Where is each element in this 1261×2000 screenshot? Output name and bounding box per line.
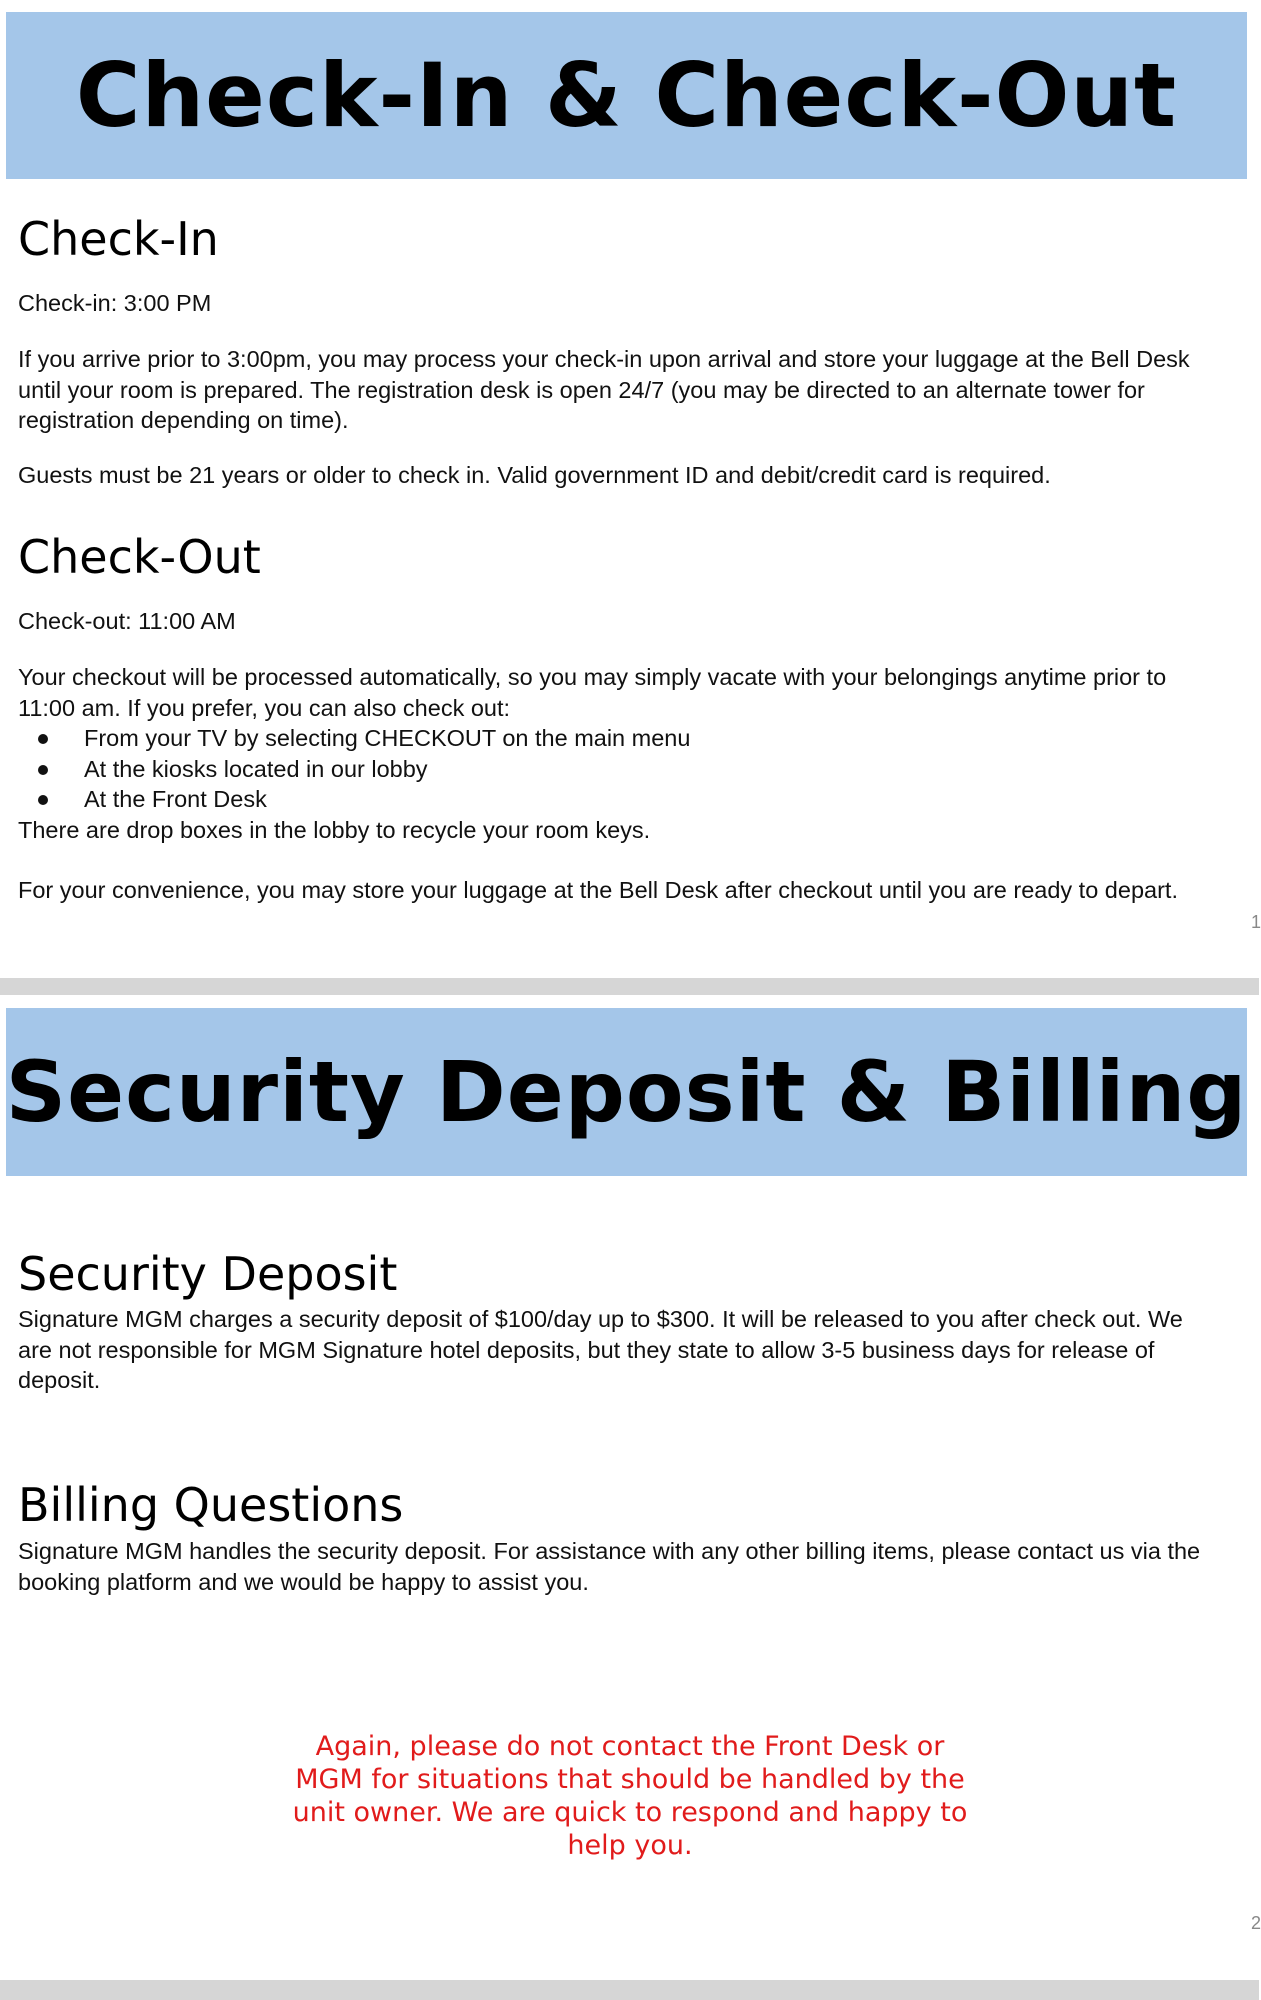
security-billing-banner	[6, 1008, 1247, 1176]
banner-title: Security Deposit & Billing	[5, 1043, 1248, 1141]
checkout-heading: Check-Out	[18, 530, 261, 584]
checkout-paragraph-1: Your checkout will be processed automatically, so you may simply vacate with your belongings anytime prior to 11:00 am. If you prefer, you can also check out:	[18, 664, 1167, 721]
page-number: 2	[1251, 1913, 1261, 1933]
document-page-1	[0, 0, 1259, 978]
security-deposit-heading: Security Deposit	[18, 1247, 398, 1301]
page-separator	[0, 1980, 1259, 2000]
checkout-paragraph-2: There are drop boxes in the lobby to recycle your room keys.	[18, 817, 651, 843]
list-item-text: From your TV by selecting CHECKOUT on the main menu	[84, 725, 691, 751]
checkout-options-list	[18, 723, 1218, 815]
checkout-paragraph-3: For your convenience, you may store your luggage at the Bell Desk after checkout until you are ready to depart.	[18, 877, 1178, 903]
bullet-icon	[38, 734, 48, 744]
checkin-heading: Check-In	[18, 212, 219, 266]
checkin-paragraph-2: Guests must be 21 years or older to check in. Valid government ID and debit/credit card is required.	[18, 462, 1051, 488]
billing-questions-paragraph: Signature MGM handles the security deposit. For assistance with any other billing items, please contact us via the booking platform and we would be happy to assist you.	[18, 1538, 1201, 1595]
checkin-paragraph-1: If you arrive prior to 3:00pm, you may process your check-in upon arrival and store your luggage at the Bell Desk until your room is prepared. The registration desk is open 24/7 (you may be directed to an alternate tower for registration depending on time).	[18, 346, 1190, 433]
checkin-time: Check-in: 3:00 PM	[18, 290, 212, 316]
list-item-text: At the kiosks located in our lobby	[84, 755, 428, 782]
list-item	[18, 723, 1218, 754]
list-item	[18, 784, 1218, 815]
bullet-icon	[38, 795, 48, 805]
banner-title: Check-In & Check-Out	[75, 44, 1178, 147]
list-item	[18, 754, 1218, 785]
document-page-2	[0, 995, 1259, 1980]
checkin-checkout-banner	[6, 12, 1247, 179]
page-number: 1	[1251, 912, 1261, 932]
security-deposit-paragraph: Signature MGM charges a security deposit of $100/day up to $300. It will be released to you after check out. We are not responsible for MGM Signature hotel deposits, but they state to allow 3-5 business days for release of deposit.	[18, 1306, 1183, 1393]
contact-owner-notice: Again, please do not contact the Front Desk or MGM for situations that should be handled by the unit owner. We are quick to respond and happy to help you.	[292, 1731, 968, 1861]
page-separator	[0, 978, 1259, 995]
billing-questions-heading: Billing Questions	[18, 1478, 404, 1532]
bullet-icon	[38, 765, 48, 775]
checkout-time: Check-out: 11:00 AM	[18, 608, 236, 634]
list-item-text: At the Front Desk	[84, 786, 267, 812]
